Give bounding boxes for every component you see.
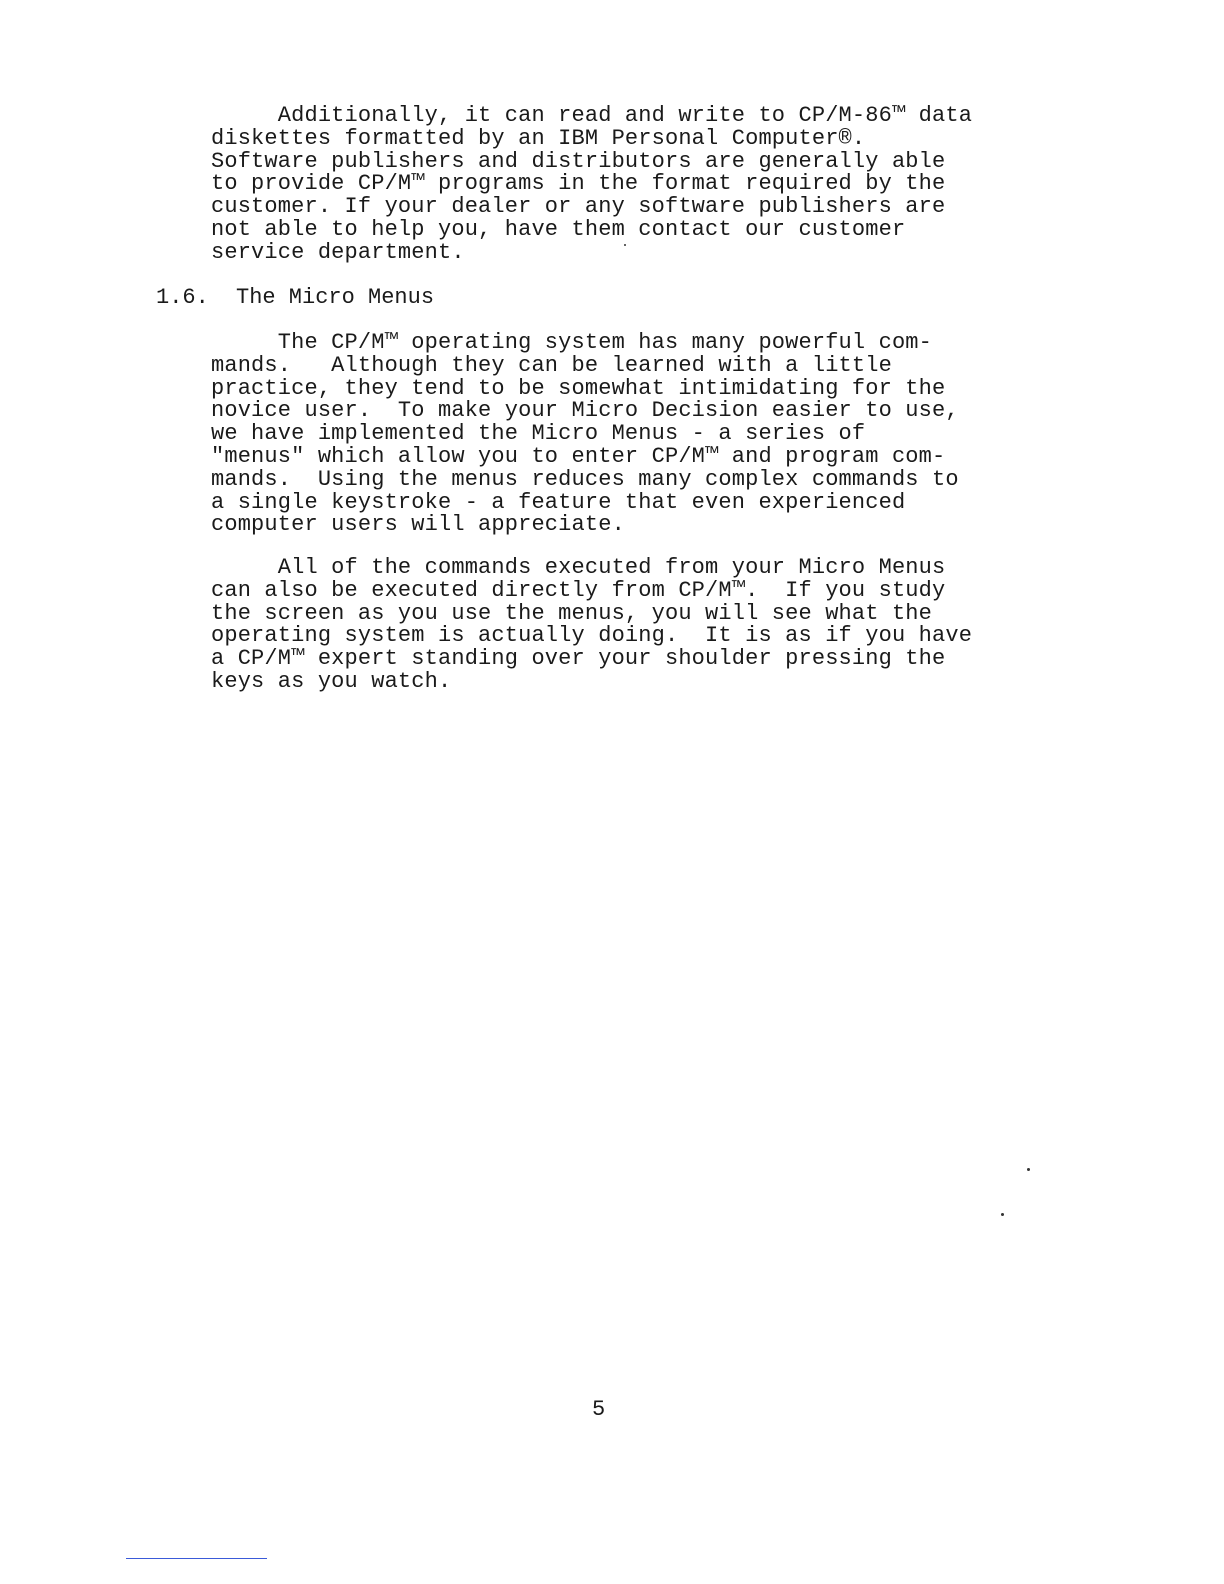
text-line: Software publishers and distributors are generally able [211,148,946,174]
section-heading [156,286,434,310]
text-line: service department. [211,239,465,265]
text-line: practice, they tend to be somewhat intimidating for the [211,375,946,401]
text-line: not able to help you, have them contact our customer [211,216,906,242]
text-line: a CP/M™ expert standing over your shoulder pressing the [211,646,946,672]
text-line: to provide CP/M™ programs in the format required by the [211,171,946,197]
text-line: computer users will appreciate. [211,512,625,538]
text-line: we have implemented the Micro Menus - a series of [211,421,866,447]
text-line: operating system is actually doing. It is as if you have [211,623,973,649]
text-line: novice user. To make your Micro Decision easier to use, [211,398,959,424]
text-line: Additionally, it can read and write to CP/M-86™ data [211,103,973,128]
text-line: mands. Using the menus reduces many complex commands to [211,466,959,492]
scan-speck [624,244,626,246]
section-number: 1.6. [156,285,209,310]
scan-speck [1001,1213,1004,1216]
paragraph-commands-from-cpm [211,557,1011,694]
text-line: a single keystroke - a feature that even experienced [211,489,906,515]
paragraph-micro-menus-intro [211,332,1011,537]
text-line: All of the commands executed from your Micro Menus [211,555,946,580]
text-line: diskettes formatted by an IBM Personal Computer®. [211,125,866,151]
text-line: the screen as you use the menus, you will see what the [211,600,933,626]
text-line: can also be executed directly from CP/M™. If you study [211,577,946,603]
text-line: keys as you watch. [211,668,452,694]
page-number: 5 [592,1397,606,1422]
scan-edge-line [126,1558,267,1559]
text-line: The CP/M™ operating system has many powerful com- [211,330,933,355]
text-line: mands. Although they can be learned with a little [211,352,892,378]
scan-speck [1027,1168,1030,1171]
text-line: "menus" which allow you to enter CP/M™ and program com- [211,443,946,469]
paragraph-cpm86-compatibility [211,105,1011,265]
text-line: customer. If your dealer or any software publishers are [211,194,946,220]
section-title: The Micro Menus [236,285,435,310]
